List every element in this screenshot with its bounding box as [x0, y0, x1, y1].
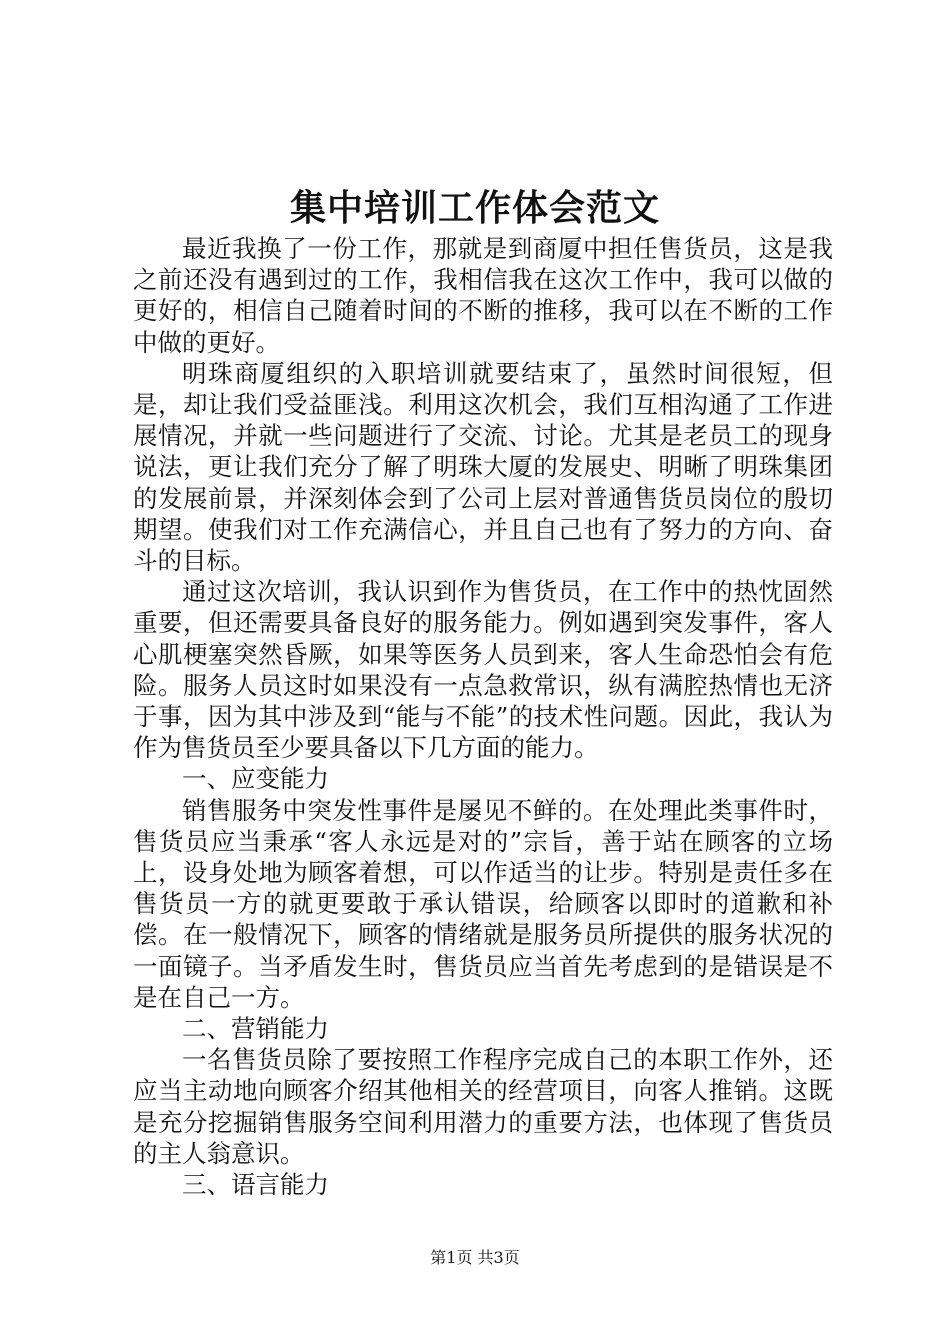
paragraph-abilities: 通过这次培训，我认识到作为售货员，在工作中的热忱固然重要，但还需要具备良好的服务能力。例如遇到突发事件，客人心肌梗塞突然昏厥，如果等医务人员到来，客人生命恐怕会有危险。服务人员这时如果没有一点急救常识，纵有满腔热情也无济于事，因为其中涉及到“能与不能”的技术性问题。因此，我认为作为售货员至少要具备以下几方面的能力。 — [133, 577, 833, 763]
paragraph-intro: 最近我换了一份工作，那就是到商厦中担任售货员，这是我之前还没有遇到过的工作，我相信我在这次工作中，我可以做的更好的，相信自己随着时间的不断的推移，我可以在不断的工作中做的更好。 — [133, 234, 833, 357]
page-number-footer: 第1页 共3页 — [430, 1248, 520, 1267]
section-heading-marketing: 二、营销能力 — [182, 1014, 329, 1044]
section-heading-language: 三、语言能力 — [182, 1170, 329, 1200]
paragraph-marketing: 一名售货员除了要按照工作程序完成自己的本职工作外，还应当主动地向顾客介绍其他相关的经营项目，向客人推销。这既是充分挖掘销售服务空间利用潜力的重要方法，也体现了售货员的主人翁意识。 — [133, 1045, 833, 1168]
paragraph-adaptability: 销售服务中突发性事件是屡见不鲜的。在处理此类事件时，售货员应当秉承“客人永远是对的”宗旨，善于站在顾客的立场上，设身处地为顾客着想，可以作适当的让步。特别是责任多在售货员一方的就更要敢于承认错误，给顾客以即时的道歉和补偿。在一般情况下，顾客的情绪就是服务员所提供的服务状况的一面镜子。当矛盾发生时，售货员应当首先考虑到的是错误是不是在自己一方。 — [133, 795, 833, 1012]
document-body — [133, 233, 833, 1200]
section-heading-adaptability: 一、应变能力 — [182, 764, 329, 794]
document-title: 集中培训工作体会范文 — [289, 187, 660, 229]
paragraph-training: 明珠商厦组织的入职培训就要结束了，虽然时间很短，但是，却让我们受益匪浅。利用这次机会，我们互相沟通了工作进展情况，并就一些问题进行了交流、讨论。尤其是老员工的现身说法，更让我们充分了解了明珠大厦的发展史、明晰了明珠集团的发展前景，并深刻体会到了公司上层对普通售货员岗位的殷切期望。使我们对工作充满信心，并且自己也有了努力的方向、奋斗的目标。 — [133, 358, 833, 576]
